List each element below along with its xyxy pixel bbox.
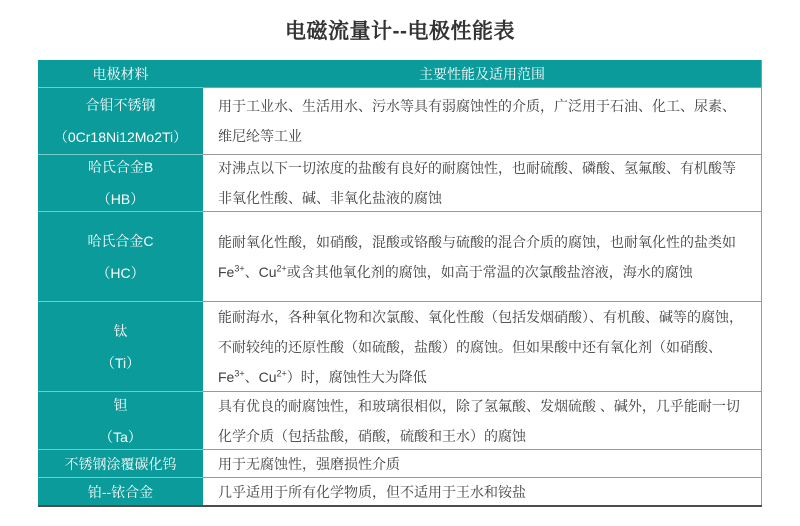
description-cell xyxy=(203,302,762,392)
description-text: 能耐海水，各种氧化物和次氯酸、氧化性酸（包括发烟硝酸）、有机酸、碱等的腐蚀，不耐较纯的还原性酸（如硫酸，盐酸）的腐蚀。但如果酸中还有氧化剂（如硝酸、$Fe^{3+}$、$Cu^{2+}$）时，腐蚀性大为降低 xyxy=(218,308,743,385)
description-cell xyxy=(203,392,762,450)
description-cell xyxy=(203,478,762,505)
material-cell: 合钼不锈钢 （0Cr18Ni12Mo2Ti） xyxy=(38,88,203,155)
table-row xyxy=(38,155,762,212)
table-row xyxy=(38,450,762,478)
material-cell: 铂--铱合金 xyxy=(38,478,203,505)
description-cell xyxy=(203,88,762,155)
description-cell xyxy=(203,212,762,302)
description-text: 能耐氧化性酸，如硝酸，混酸或铬酸与硫酸的混合介质的腐蚀，也耐氧化性的盐类如$Fe^{3+}$、$Cu^{2+}$或含其他氧化剂的腐蚀，如高于常温的次氯酸盐溶液，海水的腐蚀 xyxy=(218,233,736,280)
column-header-performance: 主要性能及适用范围 xyxy=(203,60,762,88)
table-row xyxy=(38,302,762,392)
description-text: 用于工业水、生活用水、污水等具有弱腐蚀性的介质，广泛用于石油、化工、尿素、维尼纶等工业 xyxy=(218,98,736,144)
column-header-material: 电极材料 xyxy=(38,60,203,88)
table-row xyxy=(38,88,762,155)
description-cell xyxy=(203,450,762,478)
material-cell: 钛 （Ti） xyxy=(38,302,203,392)
table-row xyxy=(38,392,762,450)
table-row xyxy=(38,212,762,302)
page-title: 电磁流量计--电极性能表 xyxy=(285,20,515,43)
table-header-row xyxy=(38,60,762,88)
description-text: 用于无腐蚀性，强磨损性介质 xyxy=(218,455,400,472)
description-cell xyxy=(203,155,762,212)
material-cell: 钽 （Ta） xyxy=(38,392,203,450)
electrode-performance-table xyxy=(38,60,762,507)
material-cell: 哈氏合金C （HC） xyxy=(38,212,203,302)
description-text: 几乎适用于所有化学物质，但不适用于王水和铵盐 xyxy=(218,483,526,500)
material-cell: 哈氏合金B （HB） xyxy=(38,155,203,212)
description-text: 对沸点以下一切浓度的盐酸有良好的耐腐蚀性，也耐硫酸、磷酸、氢氟酸、有机酸等非氧化性酸、碱、非氧化盐液的腐蚀 xyxy=(218,160,736,206)
material-cell: 不锈钢涂覆碳化钨 xyxy=(38,450,203,478)
table-row xyxy=(38,478,762,505)
description-text: 具有优良的耐腐蚀性，和玻璃很相似，除了氢氟酸、发烟硫酸 、碱外，几乎能耐一切化学介质（包括盐酸，硝酸，硫酸和王水）的腐蚀 xyxy=(218,397,740,444)
